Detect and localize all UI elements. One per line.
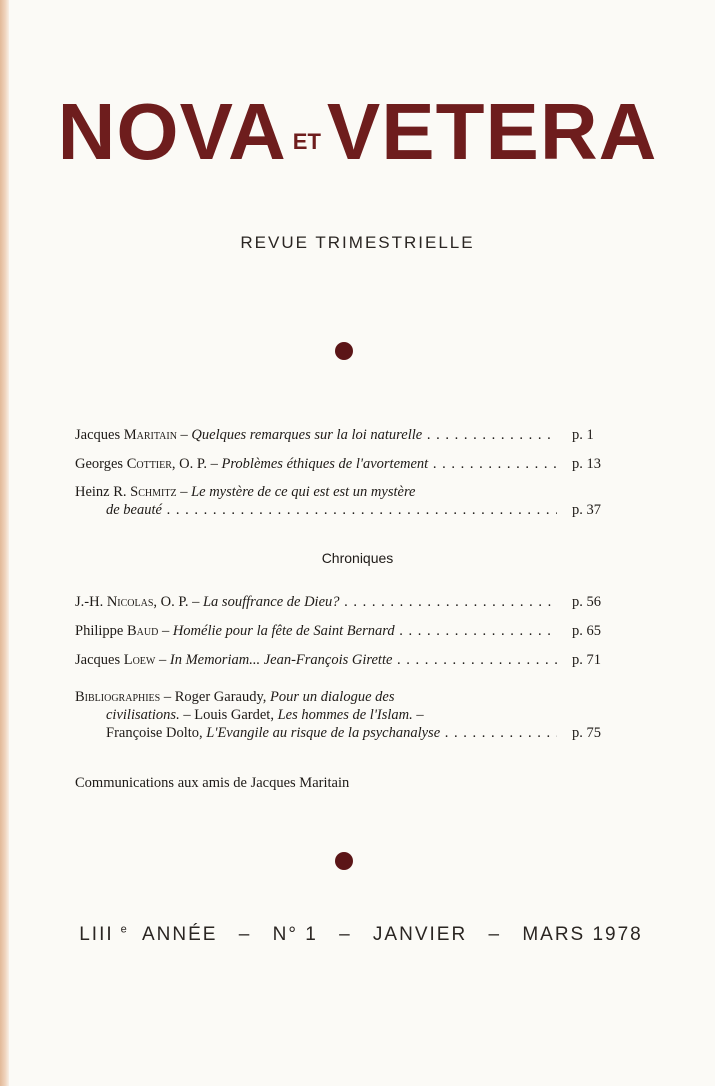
ornament-dot-top	[335, 342, 353, 360]
toc-title: Problèmes éthiques de l'avortement	[221, 456, 429, 472]
masthead-vetera: VETERA	[326, 87, 658, 176]
toc-page: p. 56	[572, 594, 601, 610]
toc-author-suffix: , O. P.	[171, 456, 207, 472]
bibliographies-text: –	[412, 707, 424, 723]
toc-author: Jacques	[75, 427, 124, 443]
issue-year-numeral	[72, 924, 224, 945]
ornament-dot-bottom	[335, 852, 353, 870]
toc-title: Le mystère de ce qui est est un mystère	[191, 484, 416, 500]
communications-line: Communications aux amis de Jacques Maritain	[75, 775, 350, 791]
toc-author-surname: Maritain	[123, 427, 177, 443]
issue-info	[0, 924, 715, 946]
toc-separator: –	[188, 594, 203, 610]
toc-page: p. 75	[572, 725, 601, 741]
toc-separator: –	[158, 623, 173, 639]
toc-author-surname: Loew	[123, 652, 156, 668]
bibliographies-title: L'Evangile au risque de la psychanalyse	[206, 725, 441, 741]
journal-masthead	[0, 87, 715, 176]
issue-dash: –	[488, 924, 502, 946]
toc-page: p. 71	[572, 652, 601, 668]
issue-month-start: JANVIER	[372, 924, 468, 946]
bibliographies-label: Bibliographies	[75, 689, 161, 705]
masthead-et: ET	[292, 129, 321, 154]
issue-month-end: MARS 1978	[522, 924, 643, 946]
toc-title-continued: de beauté	[106, 502, 162, 518]
masthead-nova: NOVA	[57, 87, 287, 176]
toc-title: Homélie pour la fête de Saint Bernard	[172, 623, 395, 639]
bibliographies-title: civilisations.	[106, 707, 180, 723]
toc-separator: –	[176, 484, 192, 500]
journal-subtitle: REVUE TRIMESTRIELLE	[240, 233, 475, 252]
toc-separator: –	[206, 456, 222, 472]
toc-page: p. 37	[572, 502, 601, 518]
toc-title: La souffrance de Dieu?	[202, 594, 340, 610]
issue-annee: ANNÉE	[135, 924, 218, 946]
bibliographies-text: Françoise Dolto,	[106, 725, 207, 741]
toc-author-surname: Cottier	[126, 456, 172, 472]
bibliographies-title: Les hommes de l'Islam.	[277, 707, 413, 723]
toc-author-surname: Schmitz	[130, 484, 177, 500]
toc-page: p. 65	[572, 623, 601, 639]
issue-year-sup: e	[120, 924, 129, 936]
toc-author-suffix: , O. P.	[153, 594, 189, 610]
bibliographies-title: Pour un dialogue des	[270, 689, 395, 705]
bibliographies-text: – Louis Gardet,	[179, 707, 278, 723]
toc-author: Georges	[75, 456, 127, 472]
toc-author-surname: Nicolas	[106, 594, 154, 610]
toc-page: p. 13	[572, 456, 601, 472]
section-heading-chroniques: Chroniques	[321, 550, 394, 566]
toc-author: Philippe	[75, 623, 127, 639]
toc-author: Heinz R.	[75, 484, 131, 500]
toc-author-surname: Baud	[126, 623, 159, 639]
toc-separator: –	[176, 427, 192, 443]
toc-author: J.-H.	[75, 594, 107, 610]
toc-title: In Memoriam... Jean-François Girette	[169, 652, 393, 668]
toc-separator: –	[155, 652, 170, 668]
issue-year: LIII	[79, 924, 114, 946]
issue-dash: –	[339, 924, 352, 946]
toc-author: Jacques	[75, 652, 124, 668]
toc-page: p. 1	[572, 427, 594, 443]
issue-dash: –	[238, 924, 252, 946]
bibliographies-text: – Roger Garaudy,	[160, 689, 271, 705]
issue-number: N° 1	[272, 924, 318, 946]
toc-title: Quelques remarques sur la loi naturelle	[191, 427, 423, 443]
